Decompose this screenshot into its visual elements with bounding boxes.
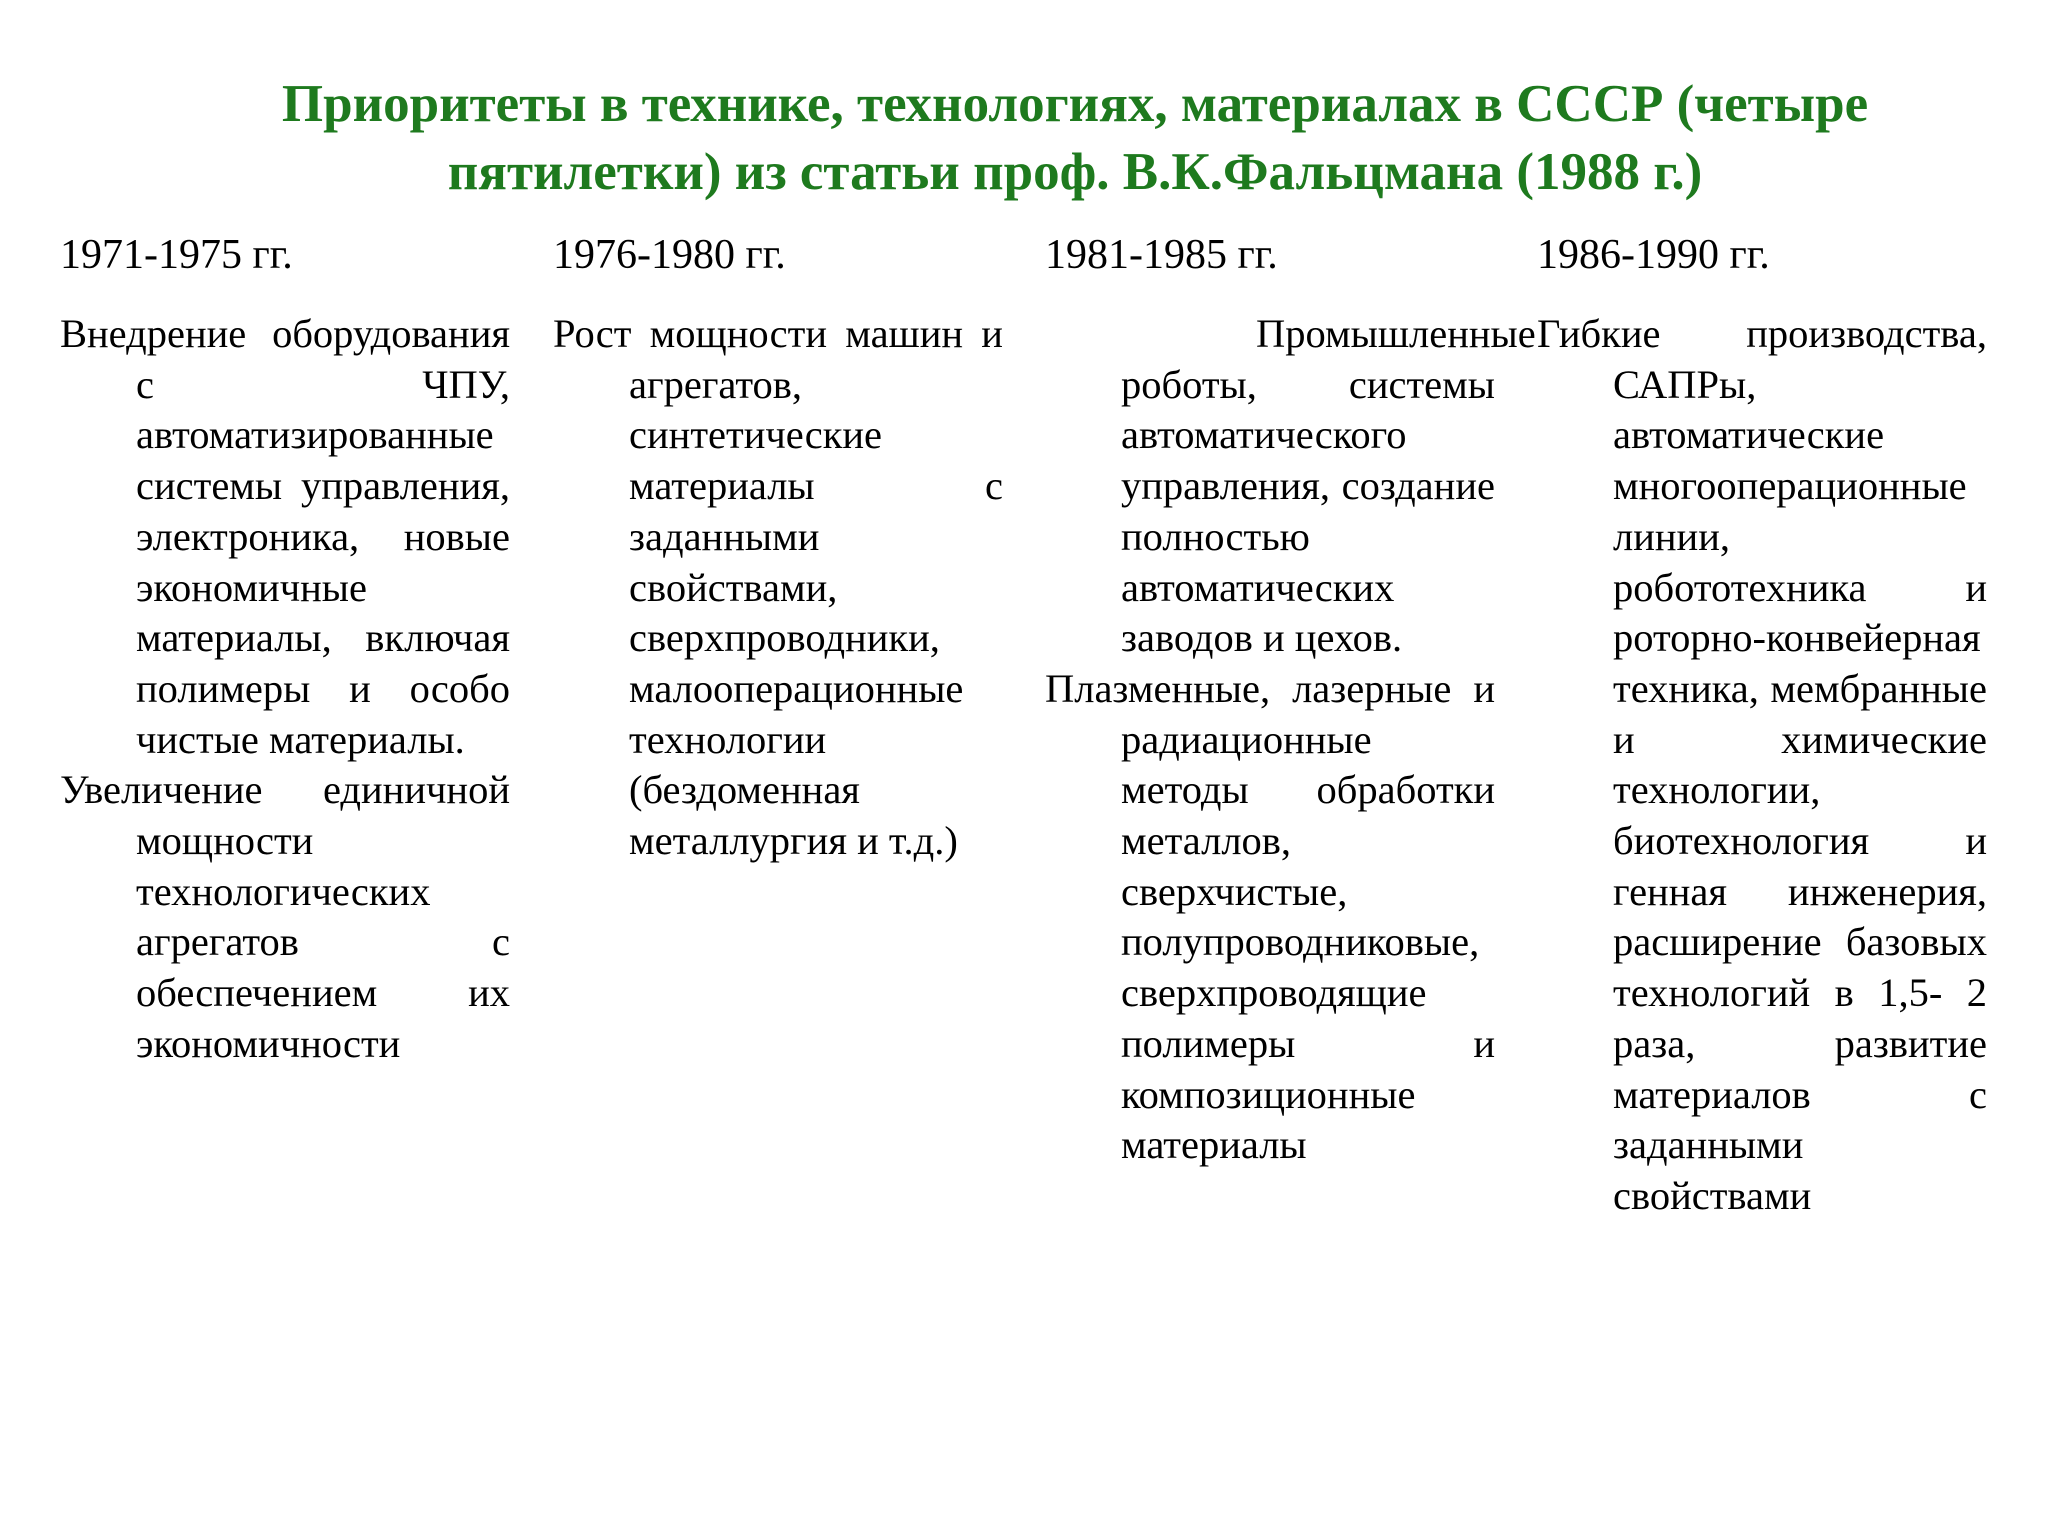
period-header-1976-1980: 1976-1980 гг.	[553, 232, 786, 278]
period-header-1981-1985: 1981-1985 гг.	[1045, 232, 1278, 278]
period-header-1971-1975: 1971-1975 гг.	[60, 232, 293, 278]
period-column-1981-1985	[1045, 309, 1536, 1171]
priority-paragraph: Увеличение единичной мощности технологических агрегатов с обеспечением их экономичности	[60, 767, 510, 1066]
period-column-1971-1975	[60, 309, 510, 1070]
priority-paragraph: Гибкие производства, САПРы, автоматические многооперационные линии, робототехника и роторно-конвейерная техника, мембранные и химические технологии, биотехнология и генная инженерия, расширение базовых технологий в 1,5- 2 раза, развитие материалов с заданными свойствами	[1537, 311, 1987, 1218]
period-column-1976-1980	[553, 309, 1003, 867]
priority-paragraph: Рост мощности машин и агрегатов, синтетические материалы с заданными свойствами, сверхпроводники, малооперационные технологии (бездоменная металлургия и т.д.)	[553, 311, 1003, 864]
slide-title: Приоритеты в технике, технологиях, материалах в СССР (четыре пятилетки) из статьи проф. В.К.Фальцмана (1988 г.)	[281, 75, 1869, 201]
priority-paragraph: Промышленные роботы, системы автоматического управления, создание полностью автоматических заводов и цехов.	[1121, 311, 1536, 661]
priority-paragraph: Внедрение оборудования с ЧПУ, автоматизированные системы управления, электроника, новые экономичные материалы, включая полимеры и особо чистые материалы.	[60, 311, 510, 762]
priority-paragraph: Плазменные, лазерные и радиационные методы обработки металлов, сверхчистые, полупроводниковые, сверхпроводящие полимеры и композиционные материалы	[1045, 665, 1495, 1168]
period-column-1986-1990	[1537, 309, 1987, 1222]
period-header-1986-1990: 1986-1990 гг.	[1537, 232, 1770, 278]
